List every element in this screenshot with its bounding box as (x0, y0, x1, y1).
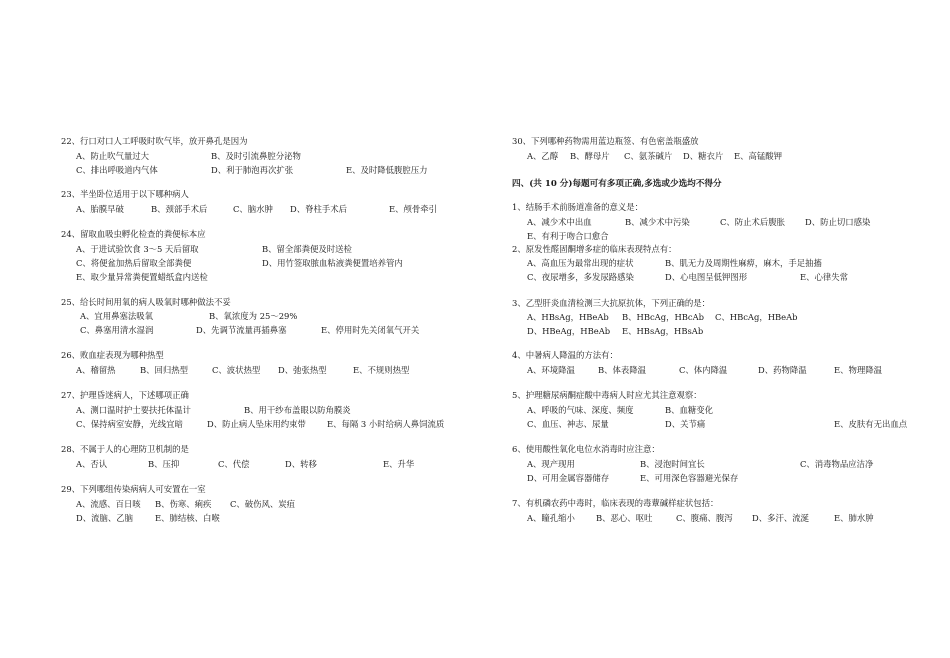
option: D、糖衣片 (683, 151, 724, 161)
question-29: 29、下列哪组传染病病人可安置在一室 (61, 484, 206, 494)
option: E、及时降低腹腔压力 (346, 165, 428, 175)
option: A、流感、百日咳 (76, 499, 141, 509)
option: C、将便盆加热后留取全部粪便 (76, 258, 192, 268)
question-23: 23、半坐卧位适用于以下哪种病人 (61, 189, 189, 199)
option: E、高锰酸钾 (734, 151, 782, 161)
question-25: 25、给长时间用氧的病人吸氧时哪种做法不妥 (61, 297, 231, 307)
option: D、防止病人坠床用约束带 (207, 419, 306, 429)
option: E、肺结核、白喉 (155, 513, 220, 523)
option: B、及时引流鼻腔分泌物 (211, 151, 301, 161)
option: E、肺水肿 (834, 513, 874, 523)
option: B、HBcAg，HBcAb (622, 312, 705, 322)
option: A、防止吹气量过大 (76, 151, 150, 161)
option: D、利于肺泡再次扩张 (211, 165, 294, 175)
option: D、防止切口感染 (805, 217, 871, 227)
question-2: 2、原发性醛固酮增多症的临床表现特点有： (512, 244, 677, 254)
option: C、消毒物品应洁净 (800, 459, 874, 469)
option: E、不规则热型 (353, 365, 410, 375)
option: E、取少量异常粪便置蜡纸盒内送检 (76, 272, 208, 282)
option: B、伤寒、痢疾 (155, 499, 212, 509)
option: C、脑水肿 (233, 204, 273, 214)
option: B、体表降温 (598, 365, 647, 375)
option: D、多汗、流涎 (752, 513, 809, 523)
option: C、鼻塞用清水湿润 (80, 325, 154, 335)
option: B、压抑 (148, 459, 180, 469)
option: E、有利于吻合口愈合 (527, 231, 609, 241)
option: D、流脑、乙脑 (76, 513, 133, 523)
question-1: 1、结肠手术前肠道准备的意义是： (512, 202, 643, 212)
option: C、腹痛、腹泻 (676, 513, 733, 523)
question-30: 30、下列哪种药物需用蓝边瓶签、有色密盖瓶盛放 (512, 136, 699, 146)
question-24: 24、留取血吸虫孵化检查的粪便标本应 (61, 229, 206, 239)
question-28: 28、不属于人的心理防卫机制的是 (61, 444, 189, 454)
option: C、破伤风、炭疽 (230, 499, 296, 509)
option: D、先调节流量再插鼻塞 (196, 325, 287, 335)
option: A、呼吸的气味、深度、频度 (527, 405, 634, 415)
option: C、体内降温 (679, 365, 728, 375)
option: A、现产现用 (527, 459, 575, 469)
option: E、停用时先关闭氧气开关 (321, 325, 420, 335)
option: A、于进试验饮食 3～5 天后留取 (76, 244, 199, 254)
option: A、HBsAg，HBeAb (527, 312, 609, 322)
question-26: 26、败血症表现为哪种热型 (61, 350, 164, 360)
option: C、保持病室安静，光线宜暗 (76, 419, 183, 429)
option: B、酵母片 (570, 151, 610, 161)
option: E、HBsAg，HBsAb (622, 326, 704, 336)
option: C、夜尿增多，多发尿路感染 (527, 272, 634, 282)
option: A、宜用鼻塞法吸氧 (80, 311, 154, 321)
question-5: 5、护理糖尿病酮症酸中毒病人时应尤其注意观察： (512, 390, 702, 400)
option: A、高血压为最常出现的症状 (527, 258, 634, 268)
question-6: 6、使用酸性氧化电位水消毒时应注意： (512, 444, 660, 454)
option: B、用干纱布盖眼以防角膜炎 (244, 405, 351, 415)
question-27: 27、护理昏迷病人，下述哪项正确 (61, 390, 189, 400)
section-title: 四、(共 10 分)每题可有多项正确,多选或少选均不得分 (512, 179, 722, 189)
option: A、稽留热 (76, 365, 116, 375)
option: E、每隔 3 小时给病人鼻饲流质 (327, 419, 445, 429)
option: D、脊柱手术后 (290, 204, 347, 214)
question-7: 7、有机磷农药中毒时，临床表现的毒蕈碱样症状包括： (512, 498, 719, 508)
option: D、可用金属容器储存 (527, 473, 610, 483)
option: D、心电图呈低钾图形 (665, 272, 748, 282)
option: C、防止术后腹胀 (720, 217, 786, 227)
option: C、血压、神志、尿量 (527, 419, 609, 429)
option: D、弛张热型 (278, 365, 327, 375)
question-4: 4、中暑病人降温的方法有： (512, 350, 618, 360)
question-22: 22、行口对口人工呼吸时吹气毕，放开鼻孔是因为 (61, 136, 248, 146)
option: E、颅骨牵引 (389, 204, 437, 214)
option: C、HBcAg，HBeAb (715, 312, 798, 322)
option: D、用竹签取脓血粘液粪便置培养管内 (262, 258, 403, 268)
option: E、物理降温 (834, 365, 882, 375)
option: A、环境降温 (527, 365, 575, 375)
option: D、药物降温 (758, 365, 807, 375)
option: B、肌无力及周期性麻痹，麻木，手足抽搐 (665, 258, 822, 268)
option: B、减少术中污染 (625, 217, 690, 227)
option: E、心律失常 (800, 272, 848, 282)
option: D、关节痛 (665, 419, 706, 429)
option: C、代偿 (218, 459, 250, 469)
option: A、测口温时护士要扶托体温计 (76, 405, 191, 415)
option: B、回归热型 (140, 365, 189, 375)
option: E、升华 (383, 459, 415, 469)
option: C、排出呼吸道内气体 (76, 165, 158, 175)
option: A、否认 (76, 459, 108, 469)
option: D、转移 (285, 459, 317, 469)
option: D、HBeAg，HBeAb (527, 326, 611, 336)
option: A、胎膜早破 (76, 204, 124, 214)
option: B、颈部手术后 (151, 204, 208, 214)
option: E、皮肤有无出血点 (834, 419, 908, 429)
option: B、浸泡时间宜长 (640, 459, 705, 469)
option: A、乙醇 (527, 151, 559, 161)
option: C、波状热型 (212, 365, 261, 375)
option: C、氨茶碱片 (624, 151, 673, 161)
option: E、可用深色容器避光保存 (640, 473, 739, 483)
option: B、血糖变化 (665, 405, 714, 415)
option: B、恶心、呕吐 (596, 513, 653, 523)
option: B、留全部粪便及时送检 (262, 244, 352, 254)
question-3: 3、乙型肝炎血清检测三大抗原抗体，下列正确的是： (512, 298, 710, 308)
option: A、减少术中出血 (527, 217, 592, 227)
option: B、氧浓度为 25～29% (209, 311, 298, 321)
option: A、瞳孔缩小 (527, 513, 575, 523)
